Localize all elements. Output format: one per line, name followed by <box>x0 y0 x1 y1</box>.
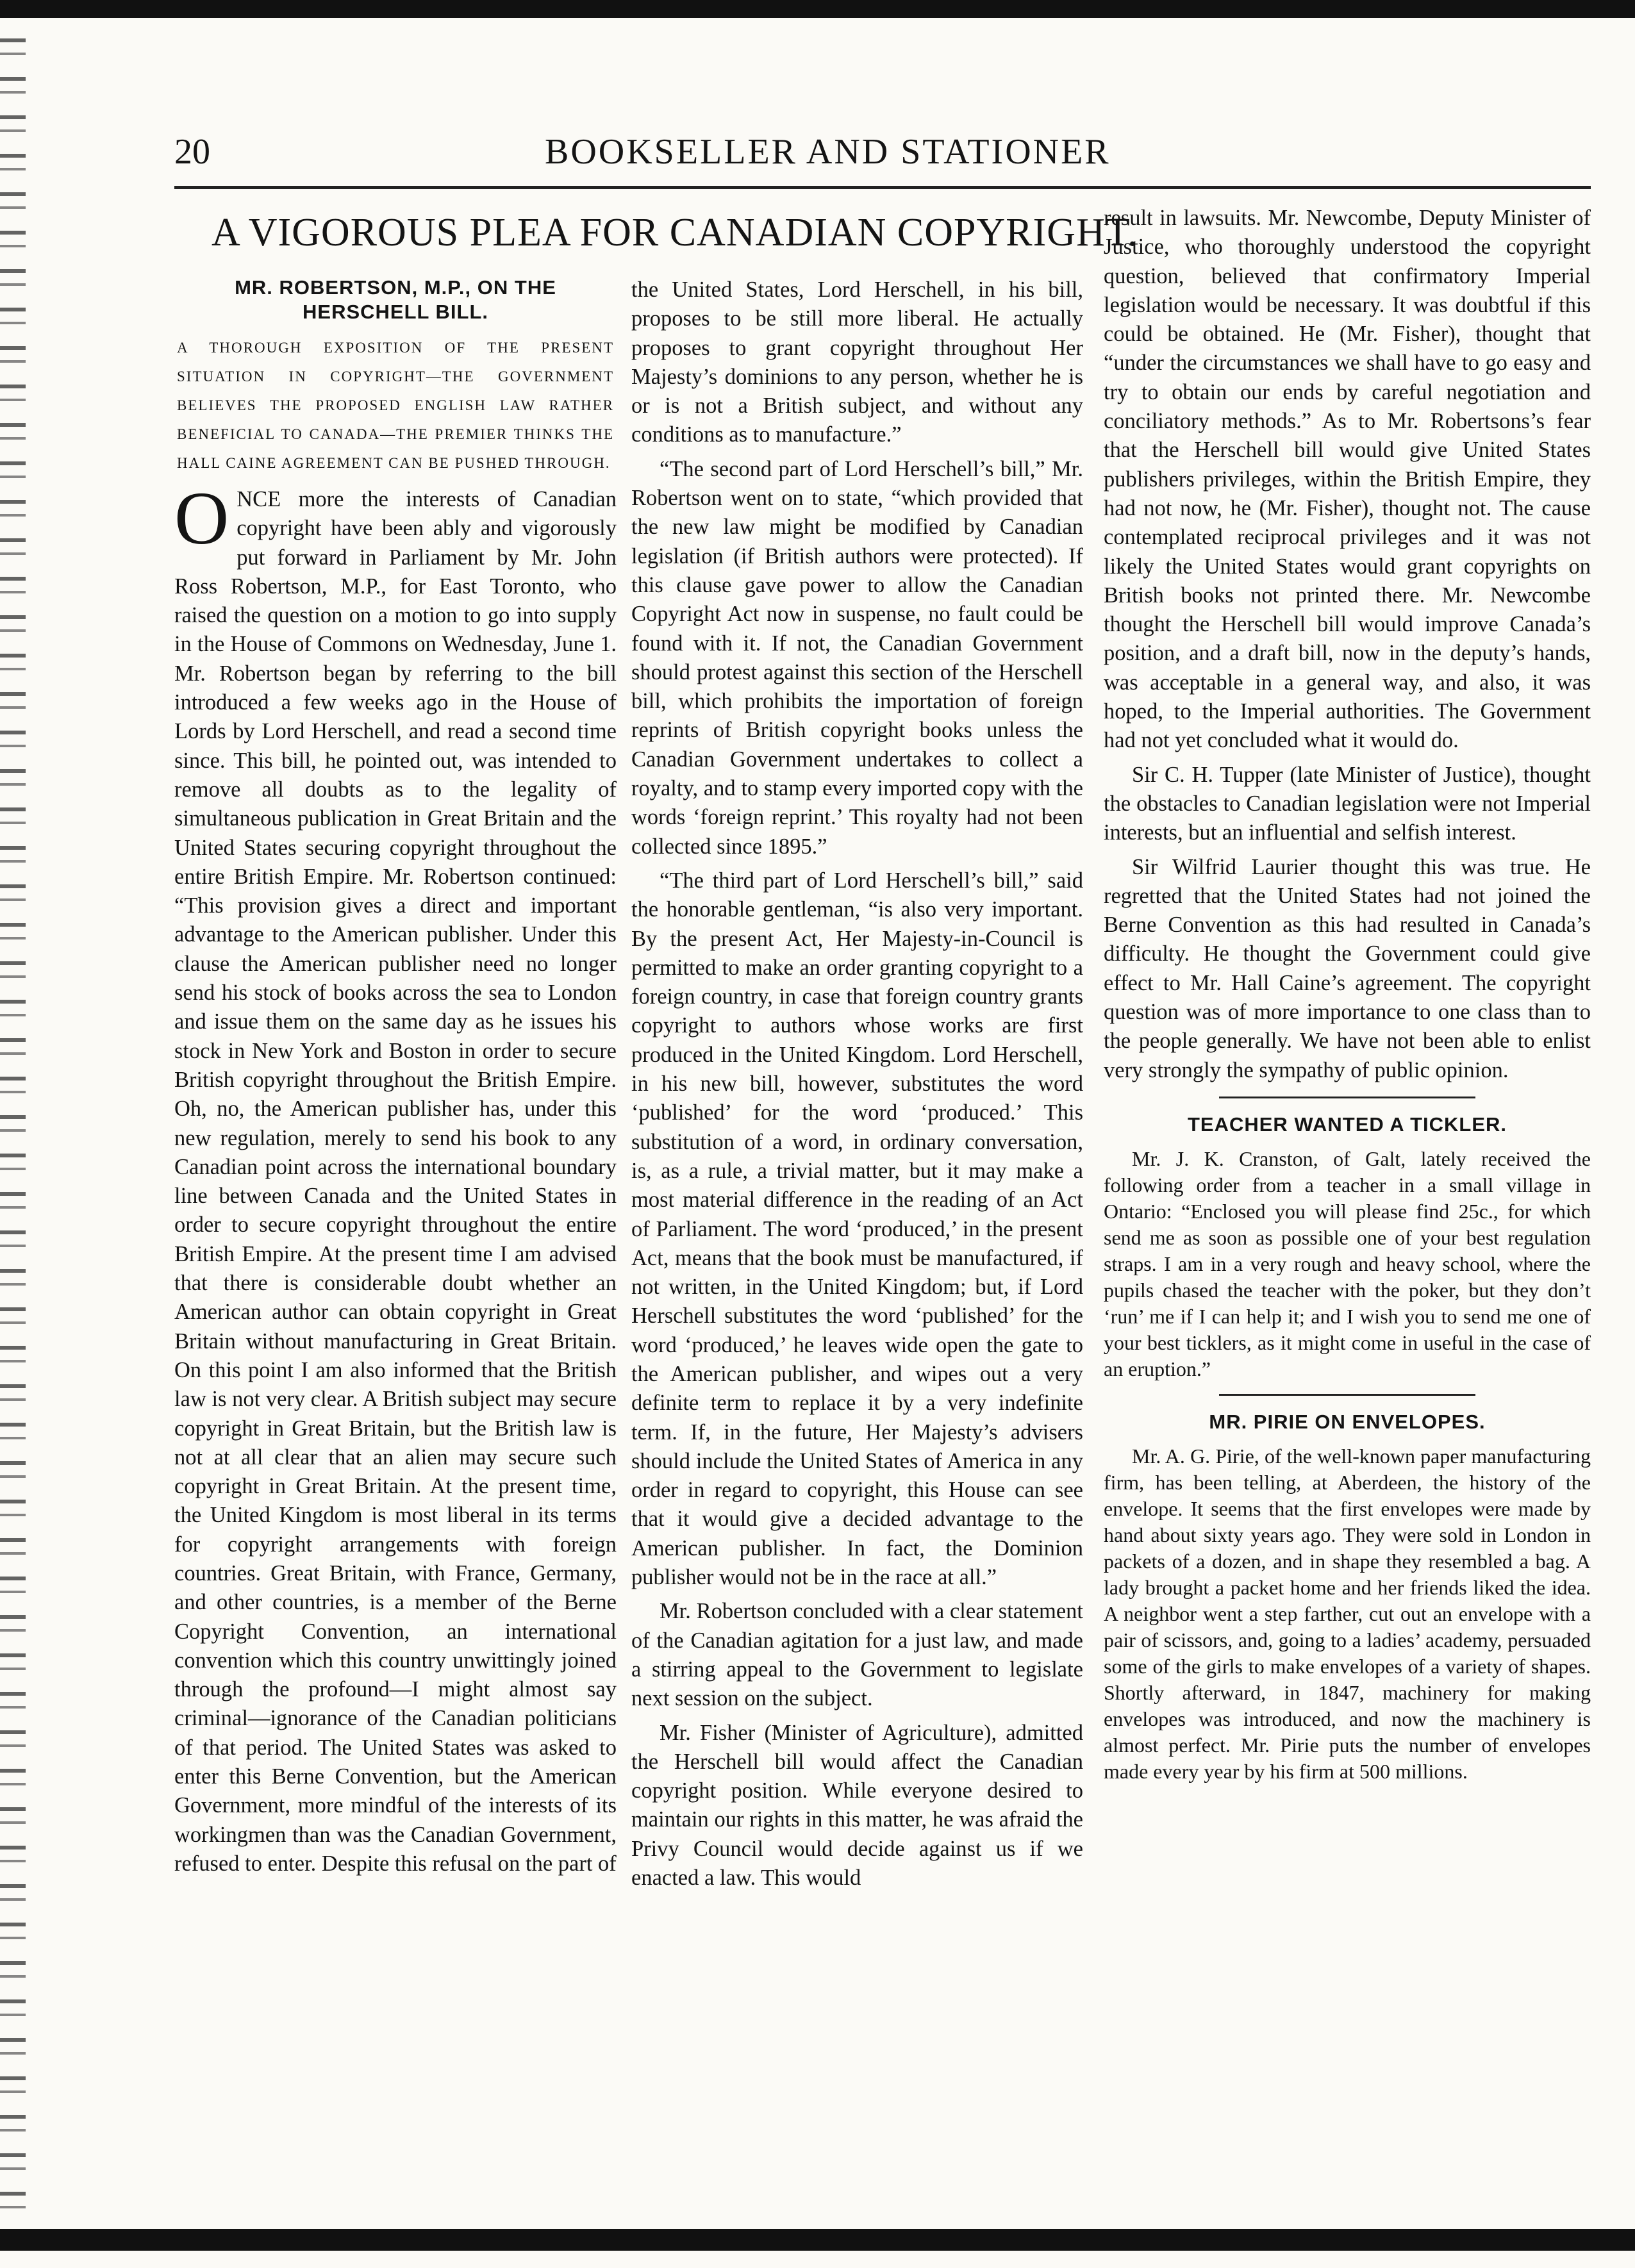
envelopes-headline: MR. PIRIE ON ENVELOPES. <box>1209 1410 1486 1433</box>
top-border-gap <box>26 18 1615 22</box>
paragraph-second-part: “The second part of Lord Herschell’s bill,” Mr. Robertson went on to state, “which provided that the new law might be modified by Canadian legislation (if British authors were protected). If this clause gave power to allow the Canadian Copyright Act now in suspense, no fault could be found with it. If not, the Canadian Government should protest against this section of the Herschell bill, which prohibits the importation of foreign reprints of British copyright books unless the Canadian Government undertakes to collect a royalty, and to stamp every imported copy with the words ‘foreign reprint.’ This royalty had not been collected since 1895.” <box>631 456 1083 859</box>
column-3 <box>1104 204 1591 1790</box>
section-rule <box>1219 1097 1475 1098</box>
left-edge-binding <box>0 38 26 2224</box>
column-1 <box>174 276 617 1883</box>
tickler-body: Mr. J. K. Cranston, of Galt, lately received the following order from a teacher in a small village in Ontario: “Enclosed you will please find 25c., for which send me as soon as possible one of your best regulation straps. I am in a very rough and heavy school, where the pupils chased the teacher with the poker, but they don’t ‘run’ me if I can help it; and I wish you to send me one of your best ticklers, as it might come in useful in the case of an eruption.” <box>1104 1146 1591 1380</box>
drop-cap: O <box>174 476 229 560</box>
article-deck: A THOROUGH EXPOSITION OF THE PRESENT SITUATION IN COPYRIGHT—THE GOVERNMENT BELIEVES THE PROPOSED ENGLISH LAW RATHER BENEFICIAL TO CANADA—THE PREMIER THINKS THE HALL CAINE AGREEMENT CAN BE PUSHED THROUGH. <box>177 340 614 471</box>
paragraph-conclusion: Mr. Robertson concluded with a clear statement of the Canadian agitation for a just law, and made a stirring appeal to the Government to legislate next session on the subject. <box>631 1599 1083 1711</box>
bottom-border <box>0 2229 1635 2251</box>
page-number: 20 <box>174 132 210 172</box>
article-subhead: MR. ROBERTSON, M.P., ON THE HERSCHELL BILL. <box>235 276 556 323</box>
envelopes-body: Mr. A. G. Pirie, of the well-known paper manufacturing firm, has been telling, at Aberdeen, the history of the envelope. It seems that the first envelopes were made by hand about sixty years ago. They were sold in London in packets of a dozen, and in shape they resembled a bag. A lady brought a packet home and her friends liked the idea. A neighbor went a step farther, cut out an envelope with a pair of scissors, and, going to a ladies’ academy, persuaded some of the girls to make envelopes of a variety of shapes. Shortly afterward, in 1847, machinery for making envelopes was introduced, and now the machinery is almost perfect. Mr. Pirie puts the number of envelopes made every year by his firm at 500 millions. <box>1104 1444 1591 1783</box>
paragraph-fisher-continued: result in lawsuits. Mr. Newcombe, Deputy Minister of Justice, who thoroughly understood the copyright question, believed that confirmatory Imperial legislation would be necessary. It was doubtful if this could be obtained. He (Mr. Fisher), thought that “under the circumstances we shall have to go easy and try to obtain our ends by careful negotiation and conciliatory methods.” As to Mr. Robertsons’s fear that the Herschell bill would give United States publishers privileges, within the British Empire, they had not now, he (Mr. Fisher), thought not. The cause contemplated reciprocal privileges and it was not likely the United States would grant copyrights on British books not printed there. Mr. Newcombe thought the Herschell bill would improve Canada’s position, and a draft bill, now in the deputy’s hands, was acceptable in a general way, and also, it was hoped, to the Imperial authorities. The Government had not yet concluded what it would do. <box>1104 206 1591 753</box>
paragraph-laurier: Sir Wilfrid Laurier thought this was true. He regretted that the United States had not joined the Berne Convention as this had resulted in Canada’s difficulty. He thought the Government could give effect to Mr. Hall Caine’s agreement. The copyright question was of more importance to one class than to the people generally. We have not been able to enlist very strongly the sympathy of public opinion. <box>1104 854 1591 1082</box>
paragraph-continued: the United States, Lord Herschell, in his bill, proposes to be still more liberal. He actually proposes to grant copyright throughout Her Majesty’s dominions to any person, whether he is or is not a British subject, and without any conditions as to manufacture.” <box>631 277 1083 447</box>
opening-paragraph-text: NCE more the interests of Canadian copyright have been ably and vigorously put forward in Parliament by Mr. John Ross Robertson, M.P., for East Toronto, who raised the question on a motion to go into supply in the House of Commons on Wednesday, June 1. Mr. Robertson began by referring to the bill introduced a few weeks ago in the House of Lords by Lord Herschell, and read a second time since. This bill, he pointed out, was intended to remove all doubts as to the legality of simultaneous publication in Great Britain and the United States securing copyright throughout the entire British Empire. Mr. Robertson continued: “This provision gives a direct and important advantage to the American publisher. Under this clause the American publisher need no longer send his stock of books across the sea to London and issue them on the same day as he issues his stock in New York and Boston in order to secure British copyright throughout the British Empire. Oh, no, the American publisher has, under this new regulation, merely to send his book to any Canadian point across the international boundary line between Canada and the United States in order to secure copyright throughout the entire British Empire. At the present time I am advised that there is considerable doubt whether an American author can obtain copyright in Great Britain without manufacturing in Great Britain. On this point I am also informed that the British law is not very clear. A British subject may secure copyright in Great Britain, but the British law is not at all clear that an alien may secure such copyright in Great Britain. At the present time, the United Kingdom is most liberal in its terms for copyright arrangements with foreign countries. Great Britain, with France, Germany, and other countries, is a member of the Berne Copyright Convention, an international convention which this country unwittingly joined through the profound—I might almost say criminal—ignorance of the Canadian politicians of that period. The United States was asked to enter this Berne Convention, but the American Government, more mindful of the interests of its workingmen than was the Canadian Government, refused to enter. Despite this refusal on the part of <box>174 487 617 1876</box>
paragraph-tupper: Sir C. H. Tupper (late Minister of Justice), thought the obstacles to Canadian legislation were not Imperial interests, but an influential and selfish interest. <box>1104 762 1591 845</box>
top-border <box>0 0 1635 18</box>
opening-paragraph <box>174 476 617 1878</box>
paragraph-third-part: “The third part of Lord Herschell’s bill,” said the honorable gentleman, “is also very important. By the present Act, Her Majesty-in-Council is permitted to make an order granting copyright to a foreign country, in case that foreign country grants copyright to authors whose works are first produced in the United Kingdom. Lord Herschell, in his new bill, however, substitutes the word ‘published’ for the word ‘produced.’ This substitution of a word, in ordinary conversation, is, as a rule, a trivial matter, but it may make a most material difference in the reading of an Act of Parliament. The word ‘produced,’ in the present Act, means that the book must be manufactured, if not written, in the United Kingdom; but, if Lord Herschell substitutes the word ‘published’ for the word ‘produced,’ he leaves wide open the gate to the American publisher, and wipes out a very definite term to replace it by a very indefinite term. If, in the future, Her Majesty’s advisers should include the United States of America in any order in regard to copyright, this House can see that it would give a decided advantage to the American publisher. In fact, the Dominion publisher would not be in the race at all.” <box>631 868 1083 1590</box>
column-2 <box>631 276 1083 1898</box>
article-headline: A VIGOROUS PLEA FOR CANADIAN COPYRIGHT. <box>212 211 1138 254</box>
header-rule <box>174 186 1591 189</box>
tickler-headline: TEACHER WANTED A TICKLER. <box>1187 1113 1507 1136</box>
running-head: BOOKSELLER AND STATIONER <box>545 132 1111 172</box>
paragraph-fisher: Mr. Fisher (Minister of Agriculture), admitted the Herschell bill would affect the Canadian copyright position. While everyone desired to maintain our rights in this matter, he was afraid the Privy Council would decide against us if we enacted a law. This would <box>631 1720 1083 1891</box>
section-rule-2 <box>1219 1394 1475 1396</box>
